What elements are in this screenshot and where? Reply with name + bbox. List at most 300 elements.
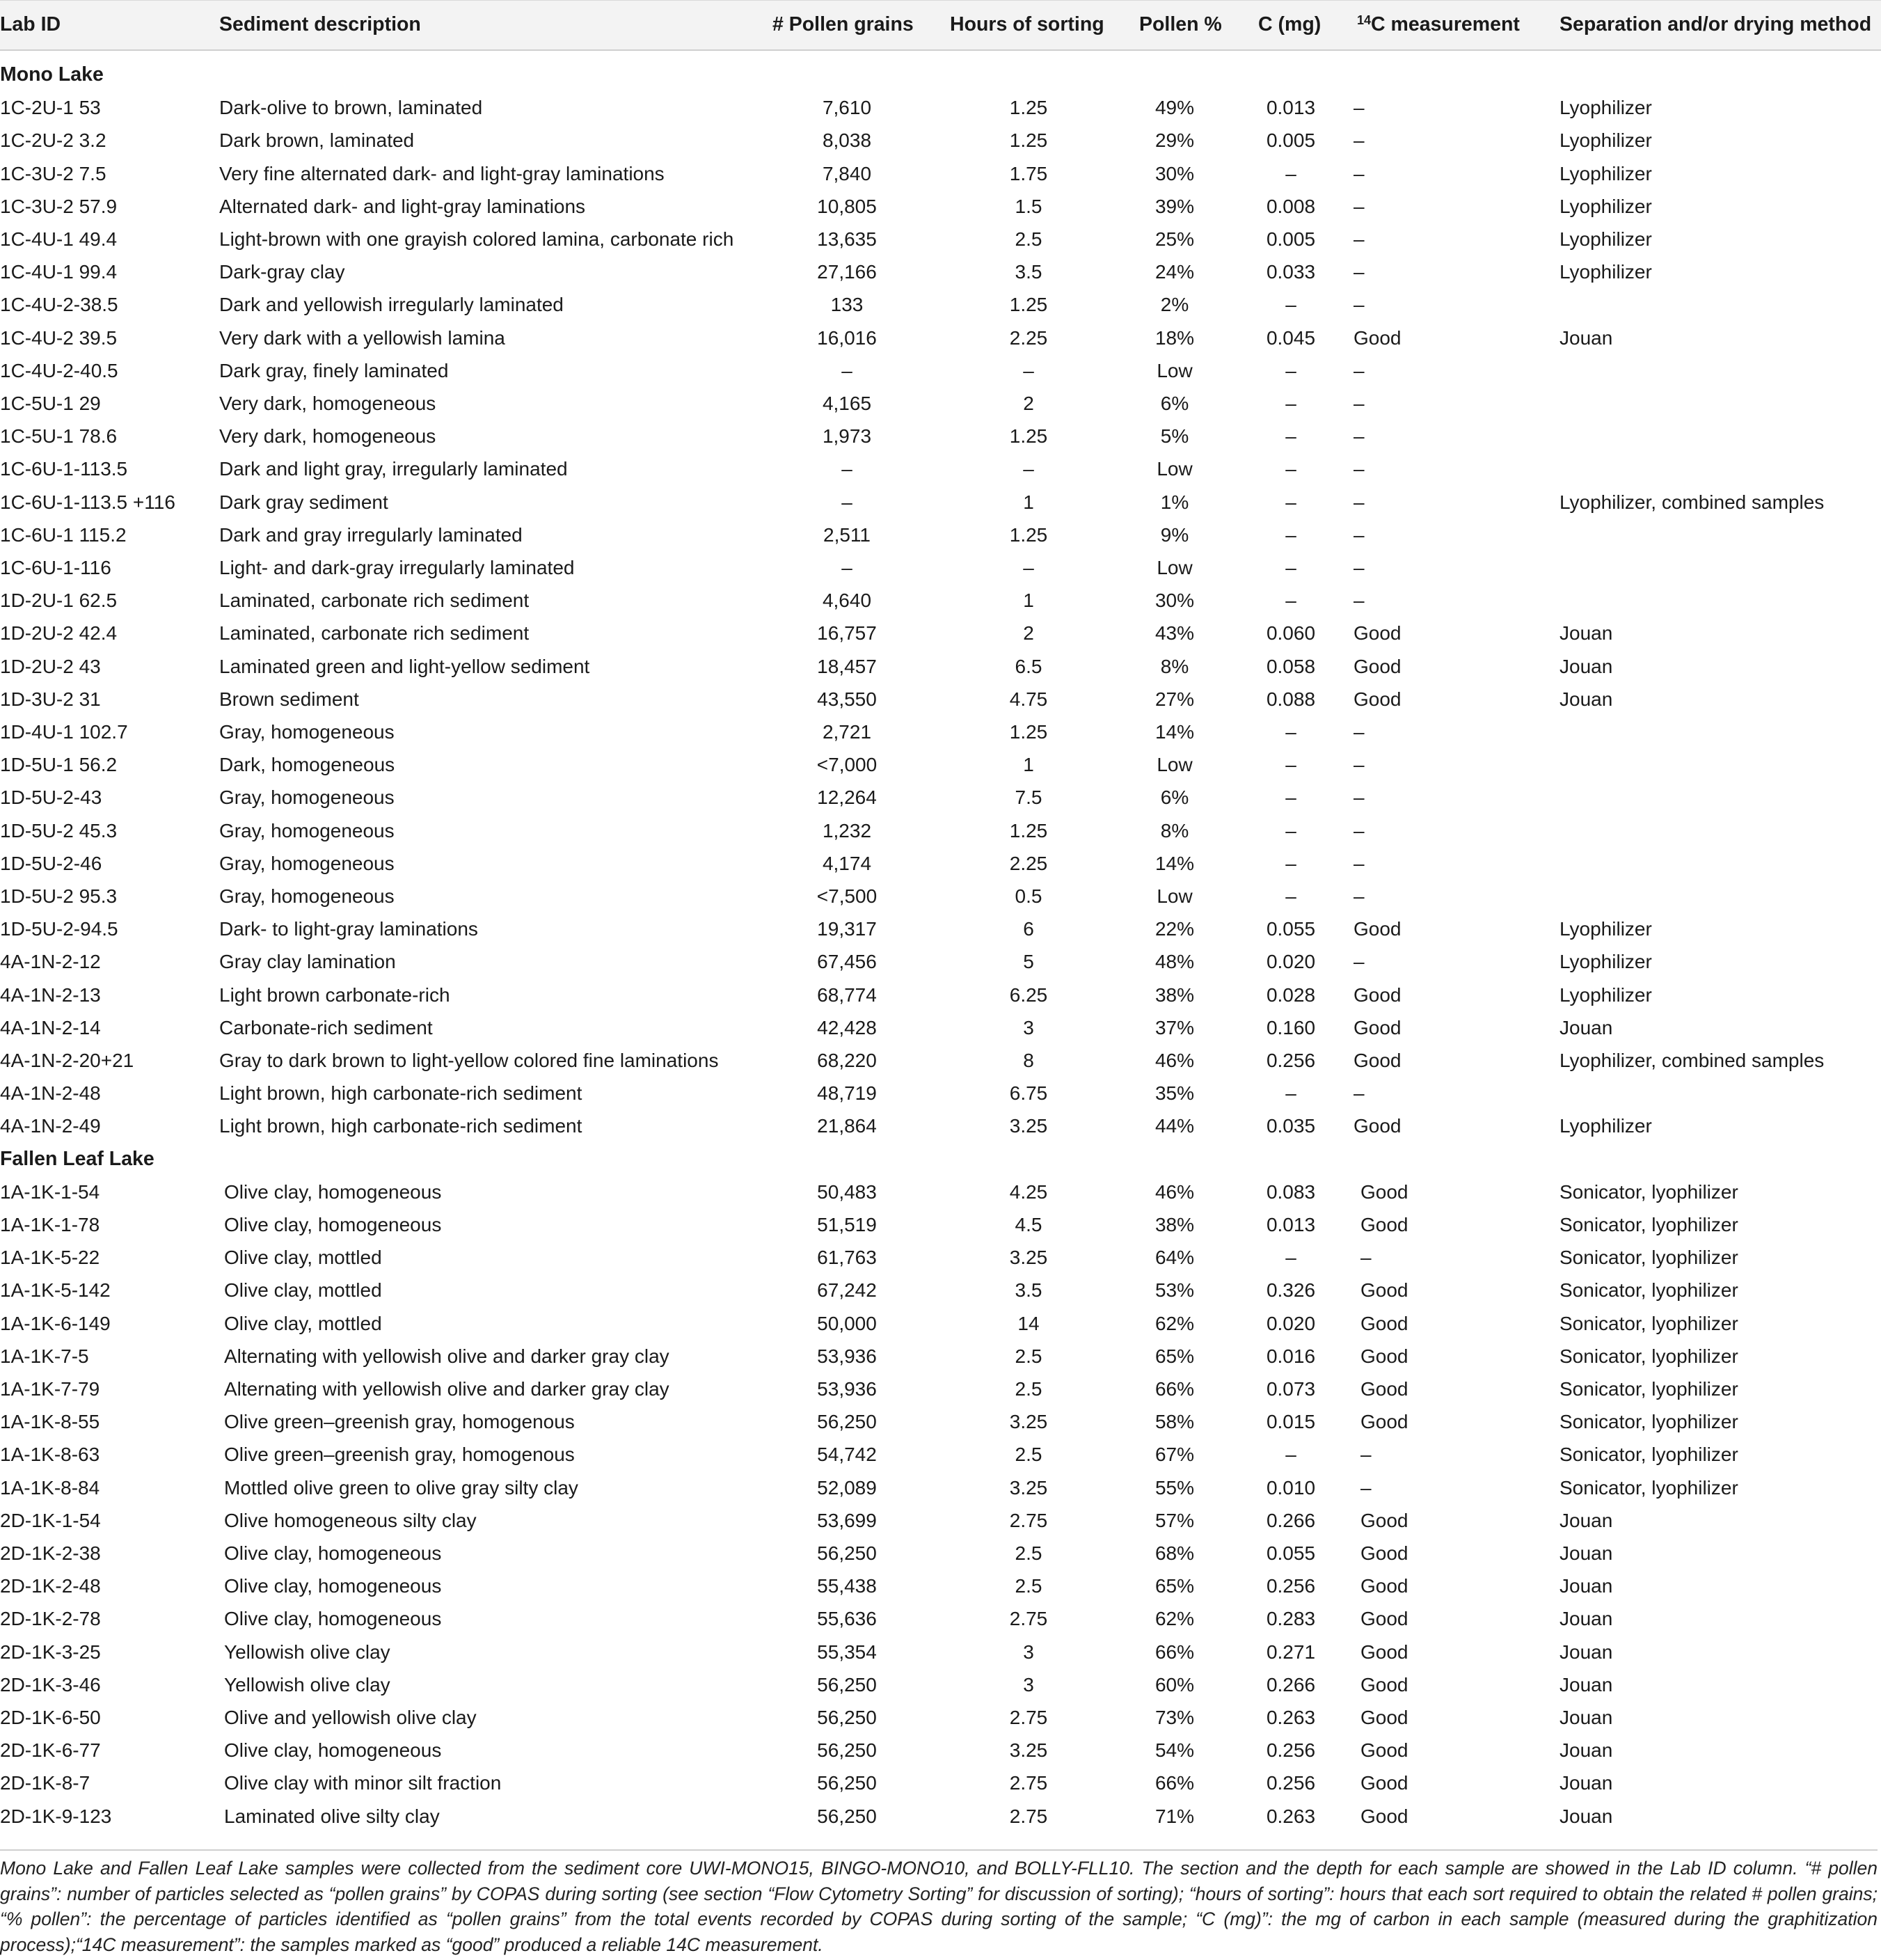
lab-id: 1A-1K-6-149: [0, 1312, 111, 1334]
pollen-grains: 16,016: [817, 326, 877, 349]
separation-method: Jouan: [1559, 1673, 1613, 1696]
pollen-percent: 24%: [1154, 261, 1195, 283]
pollen-grains: 43,550: [817, 688, 877, 710]
hours-of-sorting: –: [1023, 458, 1034, 480]
separation-method: Lyophilizer: [1559, 1115, 1652, 1137]
separation-method: Sonicator, lyophilizer: [1559, 1411, 1738, 1433]
separation-method: Sonicator, lyophilizer: [1559, 1312, 1738, 1334]
pollen-percent: 18%: [1154, 326, 1195, 349]
pollen-percent: 46%: [1154, 1050, 1195, 1071]
sediment-description: Mottled olive green to olive gray silty clay: [224, 1476, 578, 1499]
carbon-mg: –: [1285, 721, 1296, 743]
c14-measurement: –: [1354, 787, 1365, 809]
pollen-grains: 56,250: [817, 1739, 877, 1762]
pollen-grains: 4,640: [822, 590, 872, 612]
c14-measurement: –: [1354, 458, 1365, 480]
c14-measurement: Good: [1354, 655, 1402, 677]
c14-measurement: –: [1354, 261, 1365, 283]
hours-of-sorting: 2.5: [1015, 1575, 1042, 1597]
c14-measurement: Good: [1360, 1378, 1408, 1400]
separation-method: Sonicator, lyophilizer: [1559, 1345, 1738, 1367]
hours-of-sorting: 7.5: [1015, 787, 1042, 809]
hours-of-sorting: 2.5: [1015, 228, 1042, 250]
separation-method: Lyophilizer: [1559, 983, 1652, 1006]
lab-id: 2D-1K-2-78: [0, 1608, 101, 1630]
lab-id: 2D-1K-3-25: [0, 1641, 101, 1663]
lab-id: 1C-4U-1 99.4: [0, 261, 118, 283]
carbon-mg: 0.256: [1266, 1739, 1316, 1762]
pollen-grains: 50,483: [817, 1180, 877, 1203]
hours-of-sorting: 4.5: [1015, 1214, 1042, 1235]
carbon-mg: 0.083: [1266, 1180, 1316, 1203]
pollen-grains: 21,864: [817, 1115, 877, 1137]
carbon-mg: –: [1285, 491, 1296, 513]
carbon-mg: 0.060: [1266, 622, 1316, 645]
pollen-grains: 61,763: [817, 1247, 877, 1269]
sediment-description: Light brown, high carbonate-rich sediment: [219, 1082, 582, 1105]
carbon-mg: 0.266: [1266, 1509, 1316, 1531]
c14-measurement: Good: [1360, 1739, 1408, 1762]
carbon-mg: –: [1285, 590, 1296, 612]
pollen-grains: 51,519: [817, 1214, 877, 1235]
pollen-percent: Low: [1157, 458, 1193, 480]
hours-of-sorting: 2.25: [1009, 852, 1048, 874]
carbon-mg: 0.008: [1266, 195, 1316, 217]
hours-of-sorting: 2.75: [1009, 1608, 1048, 1630]
carbon-mg: 0.073: [1266, 1378, 1316, 1400]
col-pollen-grains-header: # Pollen grains: [772, 13, 914, 35]
sediment-description: Olive clay, mottled: [224, 1312, 382, 1334]
carbon-mg: 0.088: [1266, 688, 1316, 710]
separation-method: Jouan: [1559, 1739, 1613, 1762]
col-pollen-pct-header: Pollen %: [1139, 13, 1222, 35]
c14-measurement: Good: [1360, 1608, 1408, 1630]
lab-id: 1D-5U-2 95.3: [0, 885, 118, 907]
carbon-mg: 0.055: [1266, 1542, 1316, 1564]
separation-method: Jouan: [1559, 1608, 1613, 1630]
lab-id: 4A-1N-2-49: [0, 1115, 101, 1137]
separation-method: Jouan: [1559, 1509, 1613, 1531]
lab-id: 1A-1K-5-142: [0, 1279, 111, 1302]
separation-method: Jouan: [1559, 1707, 1613, 1728]
pollen-percent: 38%: [1154, 983, 1195, 1006]
lab-id: 1C-3U-2 57.9: [0, 195, 118, 217]
c14-measurement: –: [1354, 228, 1365, 250]
c14-measurement: Good: [1360, 1641, 1408, 1663]
c14-measurement: Good: [1360, 1673, 1408, 1696]
c14-measurement: Good: [1354, 622, 1402, 645]
c14-measurement: –: [1354, 852, 1365, 874]
carbon-mg: 0.160: [1266, 1016, 1316, 1038]
lab-id: 1D-5U-1 56.2: [0, 754, 118, 776]
sediment-description: Olive clay, homogeneous: [224, 1739, 442, 1762]
separation-method: Lyophilizer: [1559, 129, 1652, 152]
pollen-percent: 49%: [1154, 97, 1195, 119]
lab-id: 1C-4U-1 49.4: [0, 228, 118, 250]
lab-id: 1C-3U-2 7.5: [0, 162, 106, 184]
c14-measurement: Good: [1360, 1772, 1408, 1794]
pollen-percent: 58%: [1154, 1411, 1195, 1433]
pollen-grains: –: [841, 458, 852, 480]
c14-measurement: –: [1354, 393, 1365, 414]
lab-id: 1D-5U-2 45.3: [0, 819, 118, 841]
carbon-mg: 0.058: [1266, 655, 1316, 677]
hours-of-sorting: 3.5: [1015, 1279, 1042, 1302]
sediment-description: Gray, homogeneous: [219, 852, 395, 874]
carbon-mg: 0.055: [1266, 918, 1316, 940]
pollen-percent: 30%: [1154, 162, 1195, 184]
col-14c-measurement-header: $^{14}$C measurement: [1357, 13, 1520, 35]
carbon-mg: 0.020: [1266, 951, 1316, 973]
lab-id: 1D-5U-2-94.5: [0, 918, 118, 940]
sediment-description: Light- and dark-gray irregularly laminated: [219, 557, 575, 578]
carbon-mg: –: [1285, 1247, 1296, 1269]
lab-id: 1C-4U-2-40.5: [0, 359, 118, 381]
col-c-mg-header: C (mg): [1258, 13, 1322, 35]
sediment-description: Gray to dark brown to light-yellow colored fine laminations: [219, 1050, 719, 1071]
pollen-percent: 57%: [1154, 1509, 1195, 1531]
pollen-percent: 9%: [1160, 523, 1189, 546]
col-lab-id-header: Lab ID: [0, 13, 61, 35]
sediment-description: Dark and light gray, irregularly laminated: [219, 458, 568, 480]
lab-id: 1D-4U-1 102.7: [0, 721, 128, 743]
sediment-description: Carbonate-rich sediment: [219, 1016, 433, 1038]
sediment-description: Dark and yellowish irregularly laminated: [219, 294, 564, 316]
pollen-grains: –: [841, 557, 852, 578]
pollen-percent: 8%: [1160, 655, 1189, 677]
sediment-description: Olive and yellowish olive clay: [224, 1707, 477, 1728]
carbon-mg: –: [1285, 754, 1296, 776]
separation-method: Jouan: [1559, 1641, 1613, 1663]
carbon-mg: 0.283: [1266, 1608, 1316, 1630]
pollen-percent: 25%: [1154, 228, 1195, 250]
hours-of-sorting: 4.25: [1009, 1180, 1048, 1203]
sediment-description: Olive green–greenish gray, homogenous: [224, 1411, 575, 1433]
sediment-description: Olive clay, homogeneous: [224, 1575, 442, 1597]
pollen-percent: 14%: [1154, 721, 1195, 743]
separation-method: Lyophilizer: [1559, 228, 1652, 250]
c14-measurement: –: [1354, 359, 1365, 381]
pollen-percent: 8%: [1160, 819, 1189, 841]
sediment-description: Laminated, carbonate rich sediment: [219, 590, 530, 612]
pollen-percent: 1%: [1160, 491, 1189, 513]
pollen-grains: 10,805: [817, 195, 877, 217]
c14-measurement: Good: [1360, 1345, 1408, 1367]
separation-method: Sonicator, lyophilizer: [1559, 1476, 1738, 1499]
sediment-description: Very dark, homogeneous: [219, 393, 436, 414]
pollen-grains: 7,610: [822, 97, 872, 119]
hours-of-sorting: 1: [1023, 491, 1034, 513]
pollen-percent: Low: [1157, 359, 1193, 381]
c14-measurement: –: [1354, 885, 1365, 907]
pollen-grains: –: [841, 359, 852, 381]
pollen-grains: 53,936: [817, 1345, 877, 1367]
carbon-mg: 0.326: [1266, 1279, 1316, 1302]
pollen-grains: 8,038: [822, 129, 872, 152]
carbon-mg: –: [1285, 885, 1296, 907]
carbon-mg: –: [1285, 787, 1296, 809]
lab-id: 1C-6U-1-113.5 +116: [0, 491, 175, 513]
hours-of-sorting: 5: [1023, 951, 1034, 973]
c14-measurement: –: [1354, 294, 1365, 316]
pollen-grains: 42,428: [817, 1016, 877, 1038]
c14-measurement: Good: [1354, 983, 1402, 1006]
pollen-grains: 12,264: [817, 787, 877, 809]
hours-of-sorting: 1.25: [1009, 294, 1048, 316]
carbon-mg: 0.005: [1266, 228, 1316, 250]
carbon-mg: 0.033: [1266, 261, 1316, 283]
c14-measurement: Good: [1360, 1575, 1408, 1597]
table-footnote: Mono Lake and Fallen Leaf Lake samples were collected from the sediment core UWI-MONO15, BINGO-MONO10, and BOLLY-FLL10. The section and the depth for each sample are showed in the Lab ID column. “# pollen grains”: number of particles selected as “pollen grains” by COPAS during sorting (see section “Flow Cytometry Sorting” for discussion of sorting); “hours of sorting”: hours that each sort required to obtain the related # pollen grains; “% pollen”: the percentage of particles identified as “pollen grains” from the total events recorded by COPAS during sorting of the sample; “C (mg)”: the mg of carbon in each sample (measured during the graphitization process);“14C measurement”: the samples marked as “good” produced a reliable 14C measurement.: [0, 1849, 1878, 1957]
lab-id: 4A-1N-2-20+21: [0, 1050, 134, 1071]
carbon-mg: 0.035: [1266, 1115, 1316, 1137]
separation-method: Sonicator, lyophilizer: [1559, 1378, 1738, 1400]
sediment-description: Olive clay, homogeneous: [224, 1214, 442, 1235]
hours-of-sorting: 3.25: [1009, 1411, 1048, 1433]
hours-of-sorting: 6.5: [1015, 655, 1042, 677]
separation-method: Sonicator, lyophilizer: [1559, 1247, 1738, 1269]
hours-of-sorting: 3.25: [1009, 1739, 1048, 1762]
hours-of-sorting: 3.25: [1009, 1115, 1048, 1137]
c14-measurement: –: [1354, 491, 1365, 513]
lab-id: 1A-1K-8-55: [0, 1411, 100, 1433]
sediment-description: Brown sediment: [219, 688, 359, 710]
hours-of-sorting: 3: [1023, 1641, 1034, 1663]
pollen-percent: 66%: [1154, 1641, 1195, 1663]
pollen-percent: 53%: [1154, 1279, 1195, 1302]
c14-measurement: Good: [1360, 1707, 1408, 1728]
carbon-mg: 0.256: [1266, 1575, 1316, 1597]
lab-id: 1A-1K-7-79: [0, 1378, 100, 1400]
carbon-mg: 0.016: [1266, 1345, 1316, 1367]
pollen-grains: 19,317: [817, 918, 877, 940]
lab-id: 1C-2U-1 53: [0, 97, 101, 119]
lab-id: 1A-1K-5-22: [0, 1247, 100, 1269]
sediment-description: Laminated, carbonate rich sediment: [219, 622, 530, 645]
pollen-grains: 67,242: [817, 1279, 877, 1302]
hours-of-sorting: 1: [1023, 590, 1034, 612]
pollen-percent: 22%: [1154, 918, 1195, 940]
pollen-percent: 62%: [1154, 1608, 1195, 1630]
c14-measurement: –: [1354, 97, 1365, 119]
c14-measurement: –: [1354, 195, 1365, 217]
lab-id: 4A-1N-2-12: [0, 951, 101, 973]
lab-id: 1C-4U-2 39.5: [0, 326, 118, 349]
c14-measurement: –: [1360, 1444, 1372, 1466]
hours-of-sorting: 2: [1023, 393, 1034, 414]
lab-id: 1C-2U-2 3.2: [0, 129, 106, 152]
pollen-percent: 5%: [1160, 425, 1189, 448]
lab-id: 1A-1K-1-54: [0, 1180, 100, 1203]
hours-of-sorting: 8: [1023, 1050, 1034, 1071]
pollen-percent: 27%: [1154, 688, 1195, 710]
sediment-description: Gray, homogeneous: [219, 885, 395, 907]
hours-of-sorting: 2.75: [1009, 1707, 1048, 1728]
pollen-percent: 35%: [1154, 1082, 1195, 1105]
hours-of-sorting: 2.75: [1009, 1805, 1048, 1827]
separation-method: Jouan: [1559, 326, 1613, 349]
pollen-grains: 54,742: [817, 1444, 877, 1466]
pollen-percent: 2%: [1160, 294, 1189, 316]
c14-measurement: Good: [1354, 1016, 1402, 1038]
carbon-mg: 0.256: [1266, 1050, 1316, 1071]
c14-measurement: Good: [1360, 1509, 1408, 1531]
hours-of-sorting: 1.25: [1009, 129, 1048, 152]
lab-id: 4A-1N-2-14: [0, 1016, 101, 1038]
sediment-description: Dark, homogeneous: [219, 754, 395, 776]
pollen-percent: 66%: [1154, 1772, 1195, 1794]
sediment-description: Gray, homogeneous: [219, 721, 395, 743]
pollen-grains: 2,721: [822, 721, 872, 743]
hours-of-sorting: 3.25: [1009, 1476, 1048, 1499]
sediment-description: Gray clay lamination: [219, 951, 396, 973]
separation-method: Lyophilizer: [1559, 97, 1652, 119]
carbon-mg: 0.045: [1266, 326, 1316, 349]
hours-of-sorting: 1.25: [1009, 523, 1048, 546]
sediment-description: Olive clay, homogeneous: [224, 1180, 442, 1203]
c14-measurement: –: [1354, 590, 1365, 612]
pollen-grains: 56,250: [817, 1772, 877, 1794]
sediment-description: Dark gray, finely laminated: [219, 359, 449, 381]
c14-measurement: Good: [1354, 918, 1402, 940]
pollen-grains: 53,936: [817, 1378, 877, 1400]
carbon-mg: 0.013: [1266, 97, 1316, 119]
c14-measurement: –: [1354, 819, 1365, 841]
pollen-percent: 29%: [1154, 129, 1195, 152]
pollen-grains: 68,774: [817, 983, 877, 1006]
lab-id: 1C-6U-1 115.2: [0, 523, 127, 546]
c14-measurement: –: [1360, 1476, 1372, 1499]
separation-method: Jouan: [1559, 1542, 1613, 1564]
sediment-description: Olive green–greenish gray, homogenous: [224, 1444, 575, 1466]
lab-id: 1C-5U-1 29: [0, 393, 101, 414]
sediment-description: Laminated olive silty clay: [224, 1805, 440, 1827]
c14-measurement: Good: [1360, 1411, 1408, 1433]
hours-of-sorting: 2.25: [1009, 326, 1048, 349]
c14-measurement: Good: [1360, 1542, 1408, 1564]
sediment-description: Very dark, homogeneous: [219, 425, 436, 448]
sediment-description: Dark brown, laminated: [219, 129, 415, 152]
pollen-grains: 55,636: [817, 1608, 877, 1630]
carbon-mg: –: [1285, 819, 1296, 841]
separation-method: Lyophilizer: [1559, 918, 1652, 940]
pollen-percent: 65%: [1154, 1575, 1195, 1597]
carbon-mg: 0.263: [1266, 1707, 1316, 1728]
separation-method: Sonicator, lyophilizer: [1559, 1444, 1738, 1466]
pollen-percent: 55%: [1154, 1476, 1195, 1499]
carbon-mg: 0.010: [1266, 1476, 1316, 1499]
pollen-percent: 37%: [1154, 1016, 1195, 1038]
hours-of-sorting: 1.25: [1009, 819, 1048, 841]
lab-id: 1A-1K-8-63: [0, 1444, 100, 1466]
carbon-mg: –: [1285, 1082, 1296, 1105]
pollen-grains: 50,000: [817, 1312, 877, 1334]
pollen-percent: 67%: [1154, 1444, 1195, 1466]
lab-id: 2D-1K-6-50: [0, 1707, 101, 1728]
c14-measurement: Good: [1360, 1312, 1408, 1334]
c14-measurement: –: [1354, 162, 1365, 184]
separation-method: Jouan: [1559, 1772, 1613, 1794]
pollen-percent: 6%: [1160, 393, 1189, 414]
pollen-grains: 56,250: [817, 1707, 877, 1728]
lab-id: 1A-1K-8-84: [0, 1476, 100, 1499]
separation-method: Lyophilizer: [1559, 261, 1652, 283]
pollen-grains: 56,250: [817, 1673, 877, 1696]
hours-of-sorting: 2: [1023, 622, 1034, 645]
hours-of-sorting: 1.25: [1009, 721, 1048, 743]
lab-id: 1D-5U-2-43: [0, 787, 102, 809]
lab-id: 1D-2U-2 42.4: [0, 622, 118, 645]
separation-method: Lyophilizer: [1559, 162, 1652, 184]
c14-measurement: Good: [1354, 1050, 1402, 1071]
lab-id: 4A-1N-2-48: [0, 1082, 101, 1105]
lab-id: 2D-1K-2-38: [0, 1542, 101, 1564]
pollen-grains: 56,250: [817, 1411, 877, 1433]
carbon-mg: –: [1285, 162, 1296, 184]
sediment-description: Light brown carbonate-rich: [219, 983, 450, 1006]
sediment-description: Dark-olive to brown, laminated: [219, 97, 483, 119]
lab-id: 2D-1K-6-77: [0, 1739, 101, 1762]
separation-method: Jouan: [1559, 655, 1613, 677]
pollen-grains: –: [841, 491, 852, 513]
hours-of-sorting: 2.5: [1015, 1444, 1042, 1466]
col-sediment-description-header: Sediment description: [219, 13, 421, 35]
sediment-description: Gray, homogeneous: [219, 787, 395, 809]
lab-id: 1D-2U-1 62.5: [0, 590, 118, 612]
carbon-mg: 0.271: [1266, 1641, 1316, 1663]
hours-of-sorting: 1: [1023, 754, 1034, 776]
pollen-percent: 39%: [1154, 195, 1195, 217]
carbon-mg: 0.263: [1266, 1805, 1316, 1827]
pollen-grains: 56,250: [817, 1805, 877, 1827]
hours-of-sorting: 6: [1023, 918, 1034, 940]
pollen-grains: 55,438: [817, 1575, 877, 1597]
pollen-grains: 1,232: [822, 819, 872, 841]
c14-measurement: Good: [1360, 1214, 1408, 1235]
col-separation-method-header: Separation and/or drying method: [1559, 13, 1872, 35]
section-heading: Mono Lake: [0, 63, 104, 86]
c14-measurement: –: [1354, 1082, 1365, 1105]
pollen-percent: 30%: [1154, 590, 1195, 612]
pollen-grains: 48,719: [817, 1082, 877, 1105]
carbon-mg: 0.020: [1266, 1312, 1316, 1334]
sediment-description: Light-brown with one grayish colored lamina, carbonate rich: [219, 228, 734, 250]
c14-measurement: Good: [1360, 1805, 1408, 1827]
pollen-grains: 4,174: [822, 852, 872, 874]
carbon-mg: 0.013: [1266, 1214, 1316, 1235]
separation-method: Jouan: [1559, 1016, 1613, 1038]
pollen-grains: 133: [830, 294, 864, 316]
pollen-percent: 44%: [1154, 1115, 1195, 1137]
carbon-mg: 0.266: [1266, 1673, 1316, 1696]
pollen-grains: 18,457: [817, 655, 877, 677]
pollen-grains: 16,757: [817, 622, 877, 645]
sediment-description: Dark-gray clay: [219, 261, 345, 283]
sediment-description: Olive clay with minor silt fraction: [224, 1772, 502, 1794]
hours-of-sorting: 6.25: [1009, 983, 1048, 1006]
carbon-mg: –: [1285, 294, 1296, 316]
sediment-description: Dark gray sediment: [219, 491, 388, 513]
c14-measurement: Good: [1360, 1279, 1408, 1302]
hours-of-sorting: 0.5: [1015, 885, 1042, 907]
pollen-grains: 56,250: [817, 1542, 877, 1564]
separation-method: Sonicator, lyophilizer: [1559, 1180, 1738, 1203]
hours-of-sorting: 6.75: [1009, 1082, 1048, 1105]
sediment-description: Dark- to light-gray laminations: [219, 918, 478, 940]
hours-of-sorting: 1.25: [1009, 97, 1048, 119]
lab-id: 2D-1K-2-48: [0, 1575, 101, 1597]
hours-of-sorting: 2.5: [1015, 1542, 1042, 1564]
